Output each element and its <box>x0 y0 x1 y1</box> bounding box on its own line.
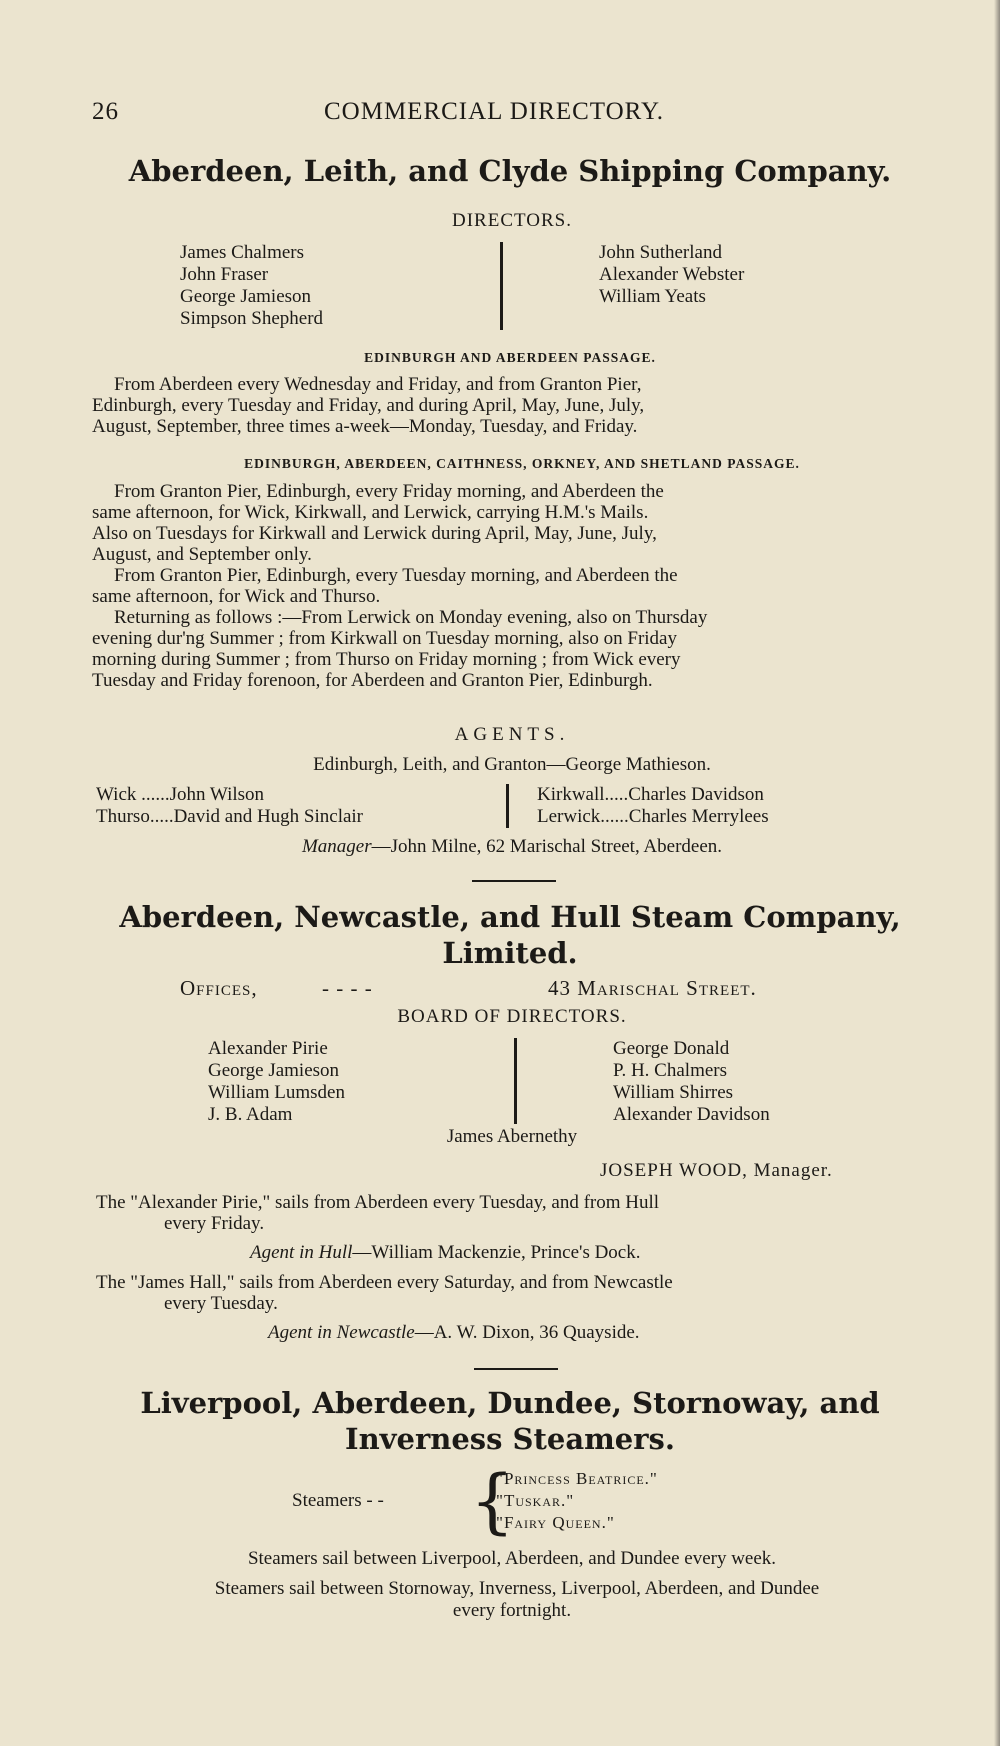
company1-directors-right <box>503 242 859 330</box>
director-name: Simpson Shepherd <box>180 308 324 329</box>
manager-label: Manager <box>301 836 372 857</box>
agent-entry: Kirkwall.....Charles Davidson <box>537 784 764 805</box>
agent-entry: Thurso.....David and Hugh Sinclair <box>96 806 364 827</box>
agent-label: Agent in Hull <box>250 1242 353 1263</box>
director-name: George Jamieson <box>180 286 312 307</box>
company3-line2: Steamers sail between Stornoway, Inverness, Liverpool, Aberdeen, and Dundee <box>214 1578 820 1599</box>
text-line: Returning as follows :—From Lerwick on Monday evening, also on Thursday <box>114 607 708 628</box>
text-line: From Granton Pier, Edinburgh, every Tuesday morning, and Aberdeen the <box>114 565 678 586</box>
company1-directors-left <box>180 242 500 330</box>
company1-directors <box>180 242 859 330</box>
director-name: Alexander Davidson <box>613 1104 770 1125</box>
text-line: every Friday. <box>164 1213 265 1234</box>
text-line: From Aberdeen every Wednesday and Friday, and from Granton Pier, <box>114 374 642 395</box>
company1-title: Aberdeen, Leith, and Clyde Shipping Company. <box>128 154 892 188</box>
text-line: Tuesday and Friday forenoon, for Aberdeen and Granton Pier, Edinburgh. <box>92 670 653 691</box>
agents-main: Edinburgh, Leith, and Granton—George Mathieson. <box>313 754 711 775</box>
text-line: From Granton Pier, Edinburgh, every Friday morning, and Aberdeen the <box>114 481 664 502</box>
company2-agent1 <box>250 1242 850 1264</box>
text-line: The "Alexander Pirie," sails from Aberdeen every Tuesday, and from Hull <box>96 1192 660 1213</box>
company1-manager <box>92 836 932 858</box>
director-name: George Donald <box>613 1038 730 1059</box>
company3-title-line2: Inverness Steamers. <box>345 1422 675 1456</box>
passage1-text <box>92 374 932 437</box>
company2-sail2 <box>96 1272 936 1314</box>
manager-text: —John Milne, 62 Marischal Street, Aberdeen. <box>371 836 723 857</box>
passage2-text <box>92 481 932 691</box>
offices-label: Offices, <box>180 976 258 1000</box>
company2-board-heading: BOARD OF DIRECTORS. <box>397 1006 627 1027</box>
agents-right <box>509 784 877 828</box>
company2-manager: JOSEPH WOOD, Manager. <box>600 1160 833 1181</box>
director-name: John Sutherland <box>599 242 722 263</box>
text-line: August, September, three times a-week—Monday, Tuesday, and Friday. <box>92 416 638 437</box>
agent-entry: Lerwick......Charles Merrylees <box>537 806 769 827</box>
company2-sail1 <box>96 1192 936 1234</box>
steamers-label: Steamers - - <box>292 1490 384 1511</box>
brace-icon: { <box>470 1460 515 1542</box>
director-name: John Fraser <box>180 264 269 285</box>
text-line: Edinburgh, every Tuesday and Friday, and during April, May, June, July, <box>92 395 645 416</box>
page-edge <box>994 0 1000 1746</box>
steamers-list <box>496 1468 796 1534</box>
text-line: same afternoon, for Wick and Thurso. <box>92 586 381 607</box>
agents-left <box>96 784 506 828</box>
company2-directors <box>208 1038 873 1126</box>
offices-dashes: - - - - <box>322 976 373 1000</box>
director-name: J. B. Adam <box>208 1104 293 1125</box>
company2-offices <box>180 976 880 1001</box>
text-line: Also on Tuesdays for Kirkwall and Lerwick during April, May, June, July, <box>92 523 657 544</box>
section-divider <box>474 1368 558 1370</box>
company3-line3: every fortnight. <box>452 1600 572 1621</box>
text-line: same afternoon, for Wick, Kirkwall, and Lerwick, carrying H.M.'s Mails. <box>92 502 649 523</box>
director-name: P. H. Chalmers <box>613 1060 727 1081</box>
company3-title-line1: Liverpool, Aberdeen, Dundee, Stornoway, and <box>140 1386 880 1420</box>
text-line: evening dur'ng Summer ; from Kirkwall on Tuesday morning, also on Friday <box>92 628 677 649</box>
director-name: Alexander Webster <box>599 264 745 285</box>
text-line: August, and September only. <box>92 544 312 565</box>
text-line: every Tuesday. <box>164 1293 278 1314</box>
director-name: William Lumsden <box>208 1082 345 1103</box>
agent-label: Agent in Newcastle <box>268 1322 415 1343</box>
page-number: 26 <box>92 98 119 125</box>
company1-directors-heading: DIRECTORS. <box>452 210 572 231</box>
agents-list <box>96 784 877 828</box>
passage1-heading: EDINBURGH AND ABERDEEN PASSAGE. <box>364 350 656 365</box>
steamer-name: "Fairy Queen." <box>496 1513 615 1532</box>
company2-directors-left <box>208 1038 514 1126</box>
director-name: George Jamieson <box>208 1060 340 1081</box>
passage2-heading: EDINBURGH, ABERDEEN, CAITHNESS, ORKNEY, AND SHETLAND PASSAGE. <box>244 456 800 471</box>
director-name: William Yeats <box>599 286 706 307</box>
agents-heading: AGENTS. <box>454 724 570 745</box>
company3-line1: Steamers sail between Liverpool, Aberdeen, and Dundee every week. <box>247 1548 777 1569</box>
offices-address: 43 Marischal Street. <box>548 976 757 1000</box>
steamer-name: "Princess Beatrice." <box>496 1469 658 1488</box>
company2-agent2 <box>268 1322 868 1344</box>
director-name: William Shirres <box>613 1082 734 1103</box>
agent-text: —A. W. Dixon, 36 Quayside. <box>414 1322 640 1343</box>
text-line: The "James Hall," sails from Aberdeen every Saturday, and from Newcastle <box>96 1272 673 1293</box>
section-divider <box>472 880 556 882</box>
company2-title-line1: Aberdeen, Newcastle, and Hull Steam Company, <box>119 900 901 934</box>
agent-entry: Wick ......John Wilson <box>96 784 265 805</box>
company2-title-line2: Limited. <box>442 936 578 970</box>
steamer-name: "Tuskar." <box>496 1491 575 1510</box>
running-title: COMMERCIAL DIRECTORY. <box>324 98 665 125</box>
agent-text: —William Mackenzie, Prince's Dock. <box>352 1242 641 1263</box>
text-line: morning during Summer ; from Thurso on Friday morning ; from Wick every <box>92 649 681 670</box>
company2-director-bottom: James Abernethy <box>446 1126 578 1147</box>
director-name: James Chalmers <box>180 242 305 263</box>
company2-directors-right <box>517 1038 873 1126</box>
director-name: Alexander Pirie <box>208 1038 328 1059</box>
